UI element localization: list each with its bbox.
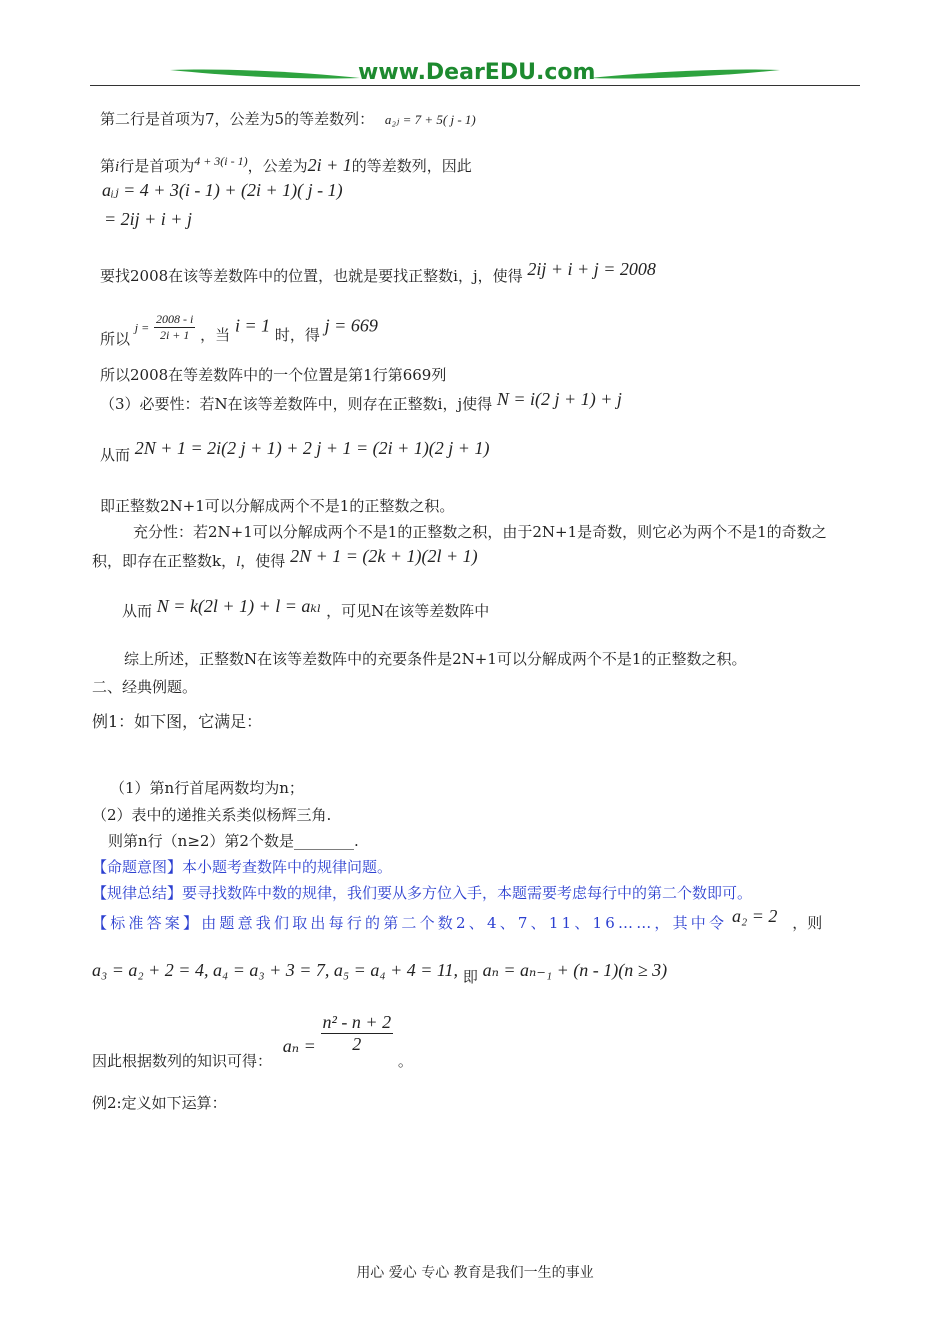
example-2-title: 例2:定义如下运算： — [92, 1094, 227, 1112]
example-1-title: 例1：如下图，它满足： — [92, 712, 263, 731]
line-1: 第二行是首项为7，公差为5的等差数列： a₂ⱼ = 7 + 5( j - 1) — [100, 110, 476, 128]
footer-text: 用心 爱心 专心 教育是我们一生的事业 — [356, 1265, 594, 1281]
recurrence-line: a₃ = a₂ + 2 = 4, a₄ = a₃ + 3 = 7, a₅ = a₄ + 4 = 11, 即 aₙ = aₙ₋₁ + (n - 1)(n ≥ 3) — [92, 960, 668, 986]
equation-simplified: = 2ij + i + j — [104, 209, 192, 229]
logo-text: www.DearEDU.com — [358, 60, 596, 85]
condition-1: （1）第n行首尾两数均为n； — [110, 779, 304, 797]
condition-2: （2）表中的递推关系类似杨辉三角. — [92, 806, 332, 824]
logo-swoosh-right-icon — [590, 66, 780, 82]
fraction-an: $\frac{\text{n² - n + 2}}{2}$ — [322, 1012, 392, 1054]
line-13: 从而 N = k(2l + 1) + l = aₖₗ ，可见N在该等差数阵中 — [122, 596, 490, 620]
question-line: 则第n行（n≥2）第2个数是________. — [108, 832, 359, 850]
fraction-j: $\frac{2008 - i}{2i + 1}$ — [156, 312, 194, 342]
line-11: 充分性：若2N+1可以分解成两个不是1的正整数之积，由于2N+1是奇数，则它必为两个不是1的奇数之 — [133, 523, 827, 541]
line-5: 要找2008在该等差数阵中的位置，也就是要找正整数i，j，使得 2ij + i + j = 2008 — [100, 259, 656, 285]
equation-a-ij: aᵢⱼ = 4 + 3(i - 1) + (2i + 1)( j - 1) — [102, 180, 343, 200]
header-rule — [90, 85, 860, 86]
line-2: 第i行是首项为$^{4 + 3(i - 1)}$，公差为2i + 1的等差数列，因此 — [100, 154, 472, 175]
summary-line: 【规律总结】要寻找数阵中数的规律，我们要从多方位入手，本题需要考虑每行中的第二个数即可。 — [92, 884, 753, 902]
section-heading: 二、经典例题。 — [92, 678, 198, 696]
line-8: （3）必要性：若N在该等差数阵中，则存在正整数i，j使得 N = i(2 j + 1) + j — [100, 389, 622, 413]
answer-line: 【标准答案】由题意我们取出每行的第二个数2、4、7、11、16……，其中令 a₂ = 2 ，则 — [92, 906, 823, 932]
line-12: 积，即存在正整数k，l，使得 2N + 1 = (2k + 1)(2l + 1) — [92, 546, 478, 570]
line-7: 所以2008在等差数阵中的一个位置是第1行第669列 — [100, 366, 447, 384]
line-9: 从而 2N + 1 = 2i(2 j + 1) + 2 j + 1 = (2i + 1)(2 j + 1) — [100, 438, 490, 464]
logo-swoosh-left-icon — [170, 66, 360, 82]
line-14: 综上所述，正整数N在该等差数阵中的充要条件是2N+1可以分解成两个不是1的正整数之积。 — [124, 650, 747, 668]
result-line: 因此根据数列的知识可得： aₙ = $\frac{\text{n² - n + 2}}{2}$ 。 — [92, 1012, 413, 1070]
line-10: 即正整数2N+1可以分解成两个不是1的正整数之积。 — [100, 497, 455, 515]
line-6: 所以 j = $\frac{2008 - i}{2i + 1}$ ，当 i = 1 时，得 j = 669 — [100, 312, 378, 348]
intent-line: 【命题意图】本小题考查数阵中的规律问题。 — [92, 858, 393, 876]
